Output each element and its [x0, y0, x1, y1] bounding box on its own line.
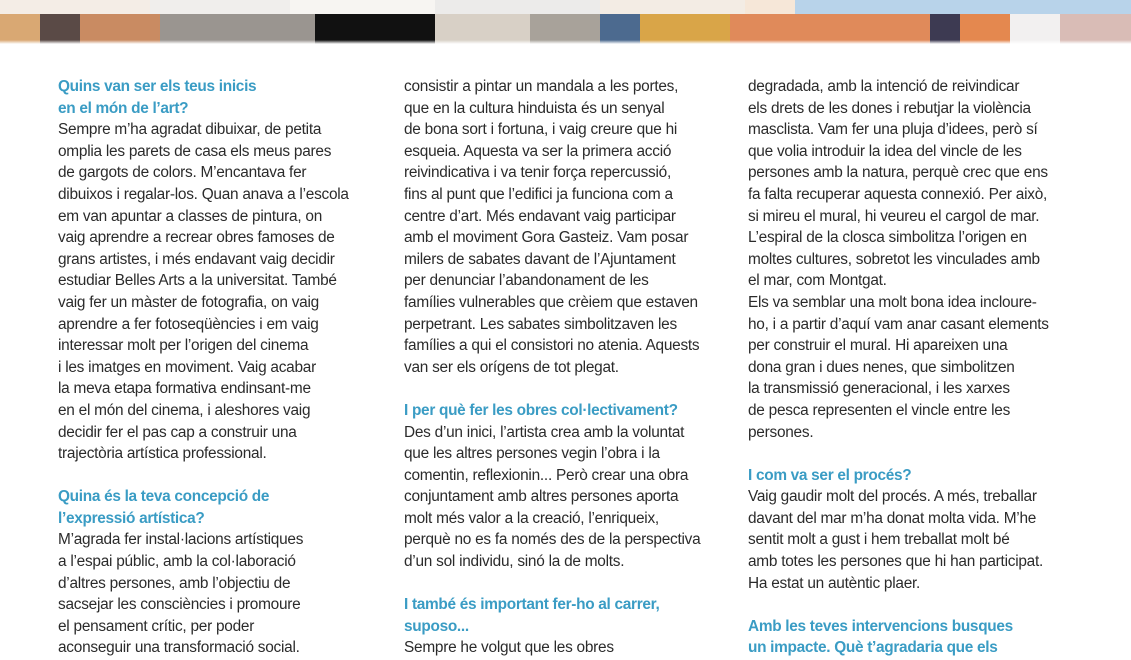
interview-question [404, 594, 734, 637]
answer-line: davant del mar m’ha donat molta vida. M’he [748, 509, 1037, 527]
question-line: Amb les teves intervencions busques [748, 617, 1013, 635]
answer-line: Sempre he volgut que les obres [404, 639, 614, 657]
interview-answer [748, 486, 1088, 594]
answer-line: comentin, reflexionin... Però crear una obra [404, 466, 689, 484]
answer-line: Vaig gaudir molt del procés. A més, treballar [748, 488, 1037, 506]
interview-question [404, 400, 734, 422]
answer-line: fins al punt que l’edifici ja funciona com a [404, 185, 673, 203]
answer-line: sentit molt a gust i hem treballat molt bé [748, 531, 1010, 549]
answer-line: persones amb la natura, perquè crec que ens [748, 164, 1048, 182]
answer-line: en el món del cinema, i aleshores vaig [58, 401, 311, 419]
qa-block [748, 616, 1088, 659]
answer-line: grans artistes, i més endavant vaig decidir [58, 250, 335, 268]
answer-line: M’agrada fer instal·lacions artístiques [58, 531, 304, 549]
answer-line: que les altres persones vegin l’obra i la [404, 445, 660, 463]
answer-line: d’un sol individu, sinó la de molts. [404, 553, 625, 571]
question-line: I per què fer les obres col·lectivament? [404, 401, 678, 419]
answer-line: interessar molt per l’origen del cinema [58, 337, 309, 355]
qa-block [58, 486, 376, 659]
photo-segment [600, 0, 745, 14]
answer-line: estudiar Belles Arts a la universitat. També [58, 272, 337, 290]
qa-block [404, 400, 734, 573]
photo-segment [795, 0, 1131, 14]
answer-line: el pensament crític, per poder [58, 617, 255, 635]
question-line: Quina és la teva concepció de [58, 488, 270, 506]
answer-line: fa falta recuperar aquesta connexió. Per això, [748, 185, 1048, 203]
article-column-2 [404, 76, 734, 659]
answer-line: persones. [748, 423, 814, 441]
question-line: suposo... [404, 617, 469, 635]
photo-segment [745, 0, 795, 14]
answer-line: L’espiral de la closca simbolitza l’origen en [748, 229, 1027, 247]
answer-line: i les imatges en moviment. Vaig acabar [58, 358, 316, 376]
photo-segment [0, 0, 150, 14]
answer-line: sacsejar les consciències i promoure [58, 596, 301, 614]
interview-answer [58, 119, 376, 465]
question-line: I també és important fer-ho al carrer, [404, 596, 660, 614]
answer-line: si mireu el mural, hi veureu el cargol de mar. [748, 207, 1040, 225]
answer-line: Sempre m’ha agradat dibuixar, de petita [58, 121, 322, 139]
answer-line: centre d’art. Més endavant vaig participar [404, 207, 676, 225]
answer-line: vaig fer un màster de fotografia, on vaig [58, 293, 319, 311]
answer-line: per denunciar l’abandonament de les [404, 272, 649, 290]
answer-line: aconseguir una transformació social. [58, 639, 300, 657]
question-line: Quins van ser els teus inicis [58, 78, 257, 95]
article-column-3 [748, 76, 1088, 659]
photo-strip-fade [0, 40, 1131, 44]
answer-line: ho, i a partir d’aquí vam anar casant elements [748, 315, 1049, 333]
answer-line: Ha estat un autèntic plaer. [748, 574, 921, 592]
answer-line: esqueia. Aquesta va ser la primera acció [404, 142, 672, 160]
answer-line: decidir fer el pas cap a construir una [58, 423, 297, 441]
answer-line: dibuixos i regalar-los. Quan anava a l’escola [58, 185, 349, 203]
interview-answer [404, 637, 734, 659]
answer-line: de bona sort i fortuna, i vaig creure que hi [404, 121, 678, 139]
paragraph-gap [58, 465, 376, 487]
answer-line: consistir a pintar un mandala a les portes, [404, 78, 679, 95]
answer-line: vaig aprendre a recrear obres famoses de [58, 229, 335, 247]
answer-line: els drets de les dones i rebutjar la violència [748, 99, 1031, 117]
paragraph-gap [748, 443, 1088, 465]
interview-question [748, 465, 1088, 487]
answer-line: van ser els orígens de tot plegat. [404, 358, 619, 376]
answer-line: famílies a qui el consistori no atenia. Aquests [404, 337, 700, 355]
paragraph-gap [748, 594, 1088, 616]
answer-line: que en la cultura hinduista és un senyal [404, 99, 665, 117]
question-line: un impacte. Què t’agradaria que els [748, 639, 998, 657]
answer-line: molt més valor a la creació, l’enriqueix, [404, 509, 659, 527]
answer-line: amb el moviment Gora Gasteiz. Vam posar [404, 229, 689, 247]
answer-line: milers de sabates davant de l’Ajuntament [404, 250, 676, 268]
answer-line: dona gran i dues nenes, que simbolitzen [748, 358, 1015, 376]
answer-line: la transmissió generacional, i les xarxes [748, 380, 1010, 398]
interview-answer [58, 529, 376, 659]
answer-line: masclista. Vam fer una pluja d’idees, però sí [748, 121, 1038, 139]
interview-answer [404, 422, 734, 573]
interview-answer [404, 76, 734, 378]
answer-line: de gargots de colors. M’encantava fer [58, 164, 307, 182]
question-line: en el món de l’art? [58, 99, 189, 117]
question-line: I com va ser el procés? [748, 466, 912, 484]
answer-line: trajectòria artística professional. [58, 445, 267, 463]
article-column-1 [58, 76, 376, 659]
paragraph-gap [404, 573, 734, 595]
photo-strip-top [0, 0, 1131, 14]
qa-block [748, 465, 1088, 595]
answer-line: perpetrant. Les sabates simbolitzaven les [404, 315, 677, 333]
answer-line: conjuntament amb altres persones aporta [404, 488, 679, 506]
qa-block [404, 594, 734, 659]
qa-block [404, 76, 734, 378]
answer-line: Els va semblar una molt bona idea incloure- [748, 293, 1037, 311]
interview-answer [748, 76, 1088, 443]
answer-line: el mar, com Montgat. [748, 272, 887, 290]
qa-block [58, 76, 376, 465]
answer-line: amb totes les persones que hi han participat. [748, 553, 1044, 571]
answer-line: reivindicativa i va tenir força repercussió, [404, 164, 672, 182]
answer-line: d’altres persones, amb l’objectiu de [58, 574, 291, 592]
question-line: l’expressió artística? [58, 509, 205, 527]
answer-line: famílies vulnerables que crèiem que estaven [404, 293, 698, 311]
interview-question [58, 486, 376, 529]
header-photo-strip [0, 0, 1131, 44]
qa-block [748, 76, 1088, 443]
paragraph-gap [404, 378, 734, 400]
answer-line: de pesca representen el vincle entre les [748, 401, 1011, 419]
answer-line: a l’espai públic, amb la col·laboració [58, 553, 296, 571]
answer-line: que volia introduir la idea del vincle de les [748, 142, 1022, 160]
photo-segment [290, 0, 435, 14]
answer-line: la meva etapa formativa endinsant-me [58, 380, 311, 398]
photo-segment [150, 0, 290, 14]
answer-line: Des d’un inici, l’artista crea amb la voluntat [404, 423, 685, 441]
answer-line: moltes cultures, sobretot les vinculades amb [748, 250, 1040, 268]
photo-segment [435, 0, 600, 14]
interview-question [748, 616, 1088, 659]
answer-line: omplia les parets de casa els meus pares [58, 142, 332, 160]
answer-line: em van apuntar a classes de pintura, on [58, 207, 323, 225]
answer-line: per construir el mural. Hi apareixen una [748, 337, 1008, 355]
answer-line: aprendre a fer fotoseqüències i em vaig [58, 315, 319, 333]
answer-line: perquè no es fa només des de la perspectiva [404, 531, 701, 549]
interview-question [58, 76, 376, 119]
answer-line: degradada, amb la intenció de reivindicar [748, 78, 1020, 95]
